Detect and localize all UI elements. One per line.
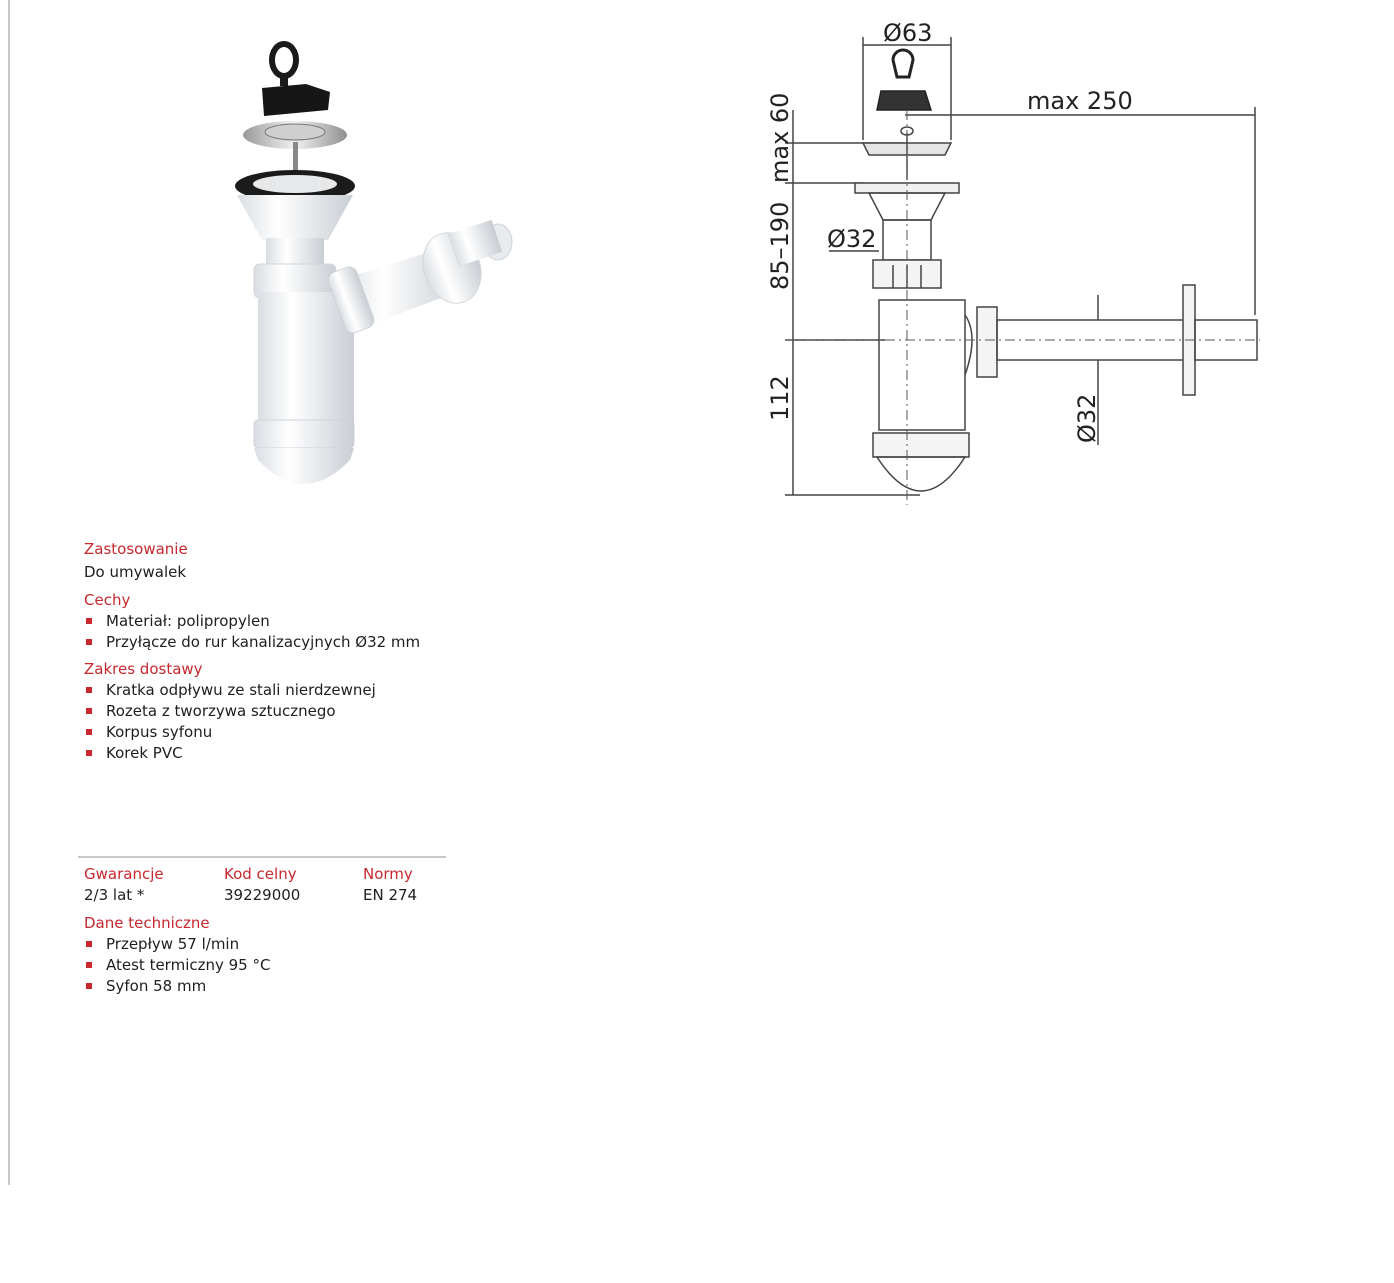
dim-112: 112 [766,375,794,421]
norms-label: Normy [363,865,413,883]
list-item: Przyłącze do rur kanalizacyjnych Ø32 mm [84,632,420,653]
list-item: Kratka odpływu ze stali nierdzewnej [84,680,376,701]
siphon-product-photo [200,30,560,500]
dim-max-250: max 250 [1027,87,1133,115]
customs-value: 39229000 [224,886,301,904]
left-border-line [8,0,10,1185]
specs-divider [78,856,446,858]
features-section [84,590,420,653]
warranty-label: Gwarancje [84,865,164,883]
technical-section [84,913,270,997]
norms-column [363,864,417,906]
warranty-value: 2/3 lat * [84,886,145,904]
dim-top-diameter: Ø63 [883,19,933,47]
dim-outlet-diameter: Ø32 [1073,393,1101,443]
norms-value: EN 274 [363,886,418,904]
list-item: Przepływ 57 l/min [84,934,270,955]
technical-heading: Dane techniczne [84,914,210,932]
technical-drawing [755,15,1285,515]
features-list [84,611,420,653]
list-item: Materiał: polipropylen [84,611,420,632]
list-item: Syfon 58 mm [84,976,270,997]
application-heading: Zastosowanie [84,540,188,558]
dim-inner-diameter: Ø32 [827,225,877,253]
application-text: Do umywalek [84,563,187,581]
list-item: Atest termiczny 95 °C [84,955,270,976]
list-item: Korek PVC [84,743,376,764]
list-item: Rozeta z tworzywa sztucznego [84,701,376,722]
delivery-section [84,659,376,764]
features-heading: Cechy [84,591,131,609]
technical-list [84,934,270,997]
delivery-list [84,680,376,764]
dim-85-190: 85–190 [766,201,794,290]
customs-column [224,864,300,906]
warranty-column [84,864,164,906]
customs-label: Kod celny [224,865,297,883]
list-item: Korpus syfonu [84,722,376,743]
dim-max-60: max 60 [766,92,794,183]
application-section [84,539,188,582]
delivery-heading: Zakres dostawy [84,660,203,678]
